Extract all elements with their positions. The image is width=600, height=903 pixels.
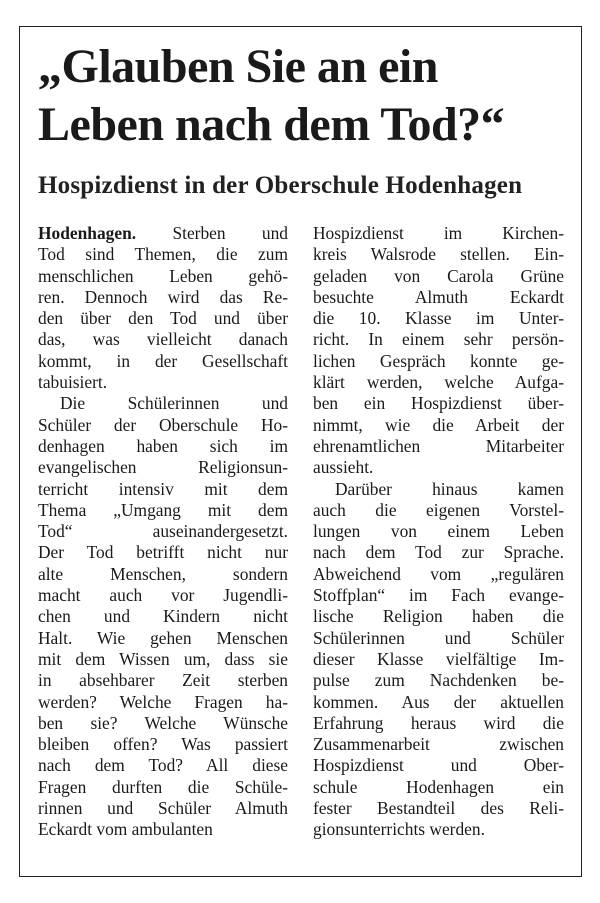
article-text-line: [38, 819, 288, 840]
article-text-line: [313, 415, 564, 436]
article-text-segment: Tod“ auseinandergesetzt.: [38, 521, 288, 542]
article-text-line: [313, 500, 564, 521]
article-text-segment: alte Menschen, sondern: [38, 563, 288, 584]
article-text-segment: Hospizdienst und Ober-: [313, 755, 564, 776]
article-text-segment: Fragen durften die Schüle-: [38, 776, 288, 797]
article-text-line: [38, 372, 288, 393]
article-text-line: [38, 606, 288, 627]
article-text-line: [313, 670, 564, 691]
article-text-line: [313, 287, 564, 308]
article-text-segment: die 10. Klasse im Unter-: [313, 308, 564, 329]
article-text-segment: Hospizdienst im Kirchen-: [313, 223, 564, 243]
article-text-line: [313, 628, 564, 649]
article-text-line: [313, 692, 564, 713]
article-text-line: [313, 777, 564, 798]
article-text-line: [313, 329, 564, 350]
article-text-line: [38, 500, 288, 521]
article-text-segment: rinnen und Schüler Almuth: [38, 798, 288, 819]
article-text-line: [38, 798, 288, 819]
subheadline: Hospizdienst in der Oberschule Hodenhagen: [38, 172, 523, 199]
article-text-segment: den über den Tod und über: [38, 308, 288, 329]
article-text-line: [38, 223, 288, 244]
headline-line-2: Leben nach dem Tod?“: [38, 98, 505, 151]
article-text-line: [38, 564, 288, 585]
article-text-line: [313, 372, 564, 393]
article-text-segment: geladen von Carola Grüne: [313, 265, 564, 286]
article-text-line: [313, 585, 564, 606]
article-text-line: [313, 606, 564, 627]
article-text-segment: chen und Kindern nicht: [38, 606, 288, 627]
article-text-line: [313, 436, 564, 457]
article-text-segment: Schüler der Oberschule Ho-: [38, 414, 288, 435]
article-text-line: [38, 777, 288, 798]
article-text-segment: Thema „Umgang mit dem: [38, 499, 288, 520]
article-text-line: [38, 479, 288, 500]
article-text-line: [313, 266, 564, 287]
article-text-segment: Tod sind Themen, die zum: [38, 244, 288, 265]
article-text-segment: Stoffplan“ im Fach evange-: [313, 585, 564, 606]
article-text-line: [313, 351, 564, 372]
article-text-line: [38, 734, 288, 755]
article-text-segment: Eckardt vom ambulanten: [38, 819, 213, 840]
article-text-segment: Schülerinnen und Schüler: [313, 627, 564, 648]
article-text-segment: ben sie? Welche Wünsche: [38, 712, 288, 733]
article-text-line: [38, 670, 288, 691]
article-text-segment: Erfahrung heraus wird die: [313, 712, 564, 733]
article-text-segment: ren. Dennoch wird das Re-: [38, 286, 288, 307]
article-text-segment: gionsunterrichts werden.: [313, 819, 485, 840]
article-text-line: [313, 798, 564, 819]
article-text-segment: ehrenamtlichen Mitarbeiter: [313, 435, 564, 456]
article-text-line: [38, 329, 288, 350]
article-text-segment: mit dem Wissen um, dass sie: [38, 648, 288, 669]
article-text-line: [313, 542, 564, 563]
article-text-segment: lungen von einem Leben: [313, 521, 564, 542]
article-text-segment: nach dem Tod? All diese: [38, 755, 288, 776]
article-text-segment: Der Tod betrifft nicht nur: [38, 542, 288, 563]
article-text-segment: schule Hodenhagen ein: [313, 776, 564, 797]
article-text-line: [38, 308, 288, 329]
article-text-segment: fester Bestandteil des Reli-: [313, 798, 564, 819]
article-text-line: [38, 457, 288, 478]
article-text-line: [313, 393, 564, 414]
article-text-segment: Abweichend vom „regulären: [313, 563, 564, 584]
article-text-line: [38, 713, 288, 734]
article-text-line: [313, 244, 564, 265]
article-text-segment: evangelischen Religionsun-: [38, 457, 288, 478]
article-text-line: [38, 542, 288, 563]
article-text-segment: Darüber hinaus kamen: [335, 478, 564, 499]
article-text-segment: auch die eigenen Vorstel-: [313, 499, 564, 520]
article-text-segment: macht auch vor Jugendli-: [38, 585, 288, 606]
article-text-line: [313, 819, 564, 840]
article-text-line: [38, 415, 288, 436]
article-text-line: [38, 266, 288, 287]
article-text-line: [313, 521, 564, 542]
article-text-segment: das, was vielleicht danach: [38, 329, 288, 350]
article-text-line: [313, 308, 564, 329]
article-text-segment: Sterben und: [136, 223, 288, 243]
article-column-2: [313, 223, 564, 841]
article-text-line: [313, 713, 564, 734]
article-text-segment: dieser Klasse vielfältige Im-: [313, 648, 564, 669]
article-text-segment: pulse zum Nachdenken be-: [313, 670, 564, 691]
headline: [38, 38, 578, 154]
article-text-line: [313, 223, 564, 244]
article-text-segment: aussieht.: [313, 457, 374, 478]
dateline: Hodenhagen.: [38, 223, 137, 243]
article-text-segment: ben ein Hospizdienst über-: [313, 393, 564, 414]
article-column-1: [38, 223, 288, 841]
article-text-segment: Zusammenarbeit zwischen: [313, 734, 564, 755]
article-text-segment: tabuisiert.: [38, 372, 108, 393]
article-text-segment: richt. In einem sehr persön-: [313, 329, 564, 350]
article-text-line: [313, 564, 564, 585]
article-text-line: [38, 649, 288, 670]
article-text-segment: lische Religion haben die: [313, 606, 564, 627]
article-text-segment: klärt werden, welche Aufga-: [313, 372, 564, 393]
article-text-segment: besuchte Almuth Eckardt: [313, 286, 564, 307]
article-text-line: [38, 628, 288, 649]
article-text-segment: menschlichen Leben gehö-: [38, 265, 288, 286]
article-text-segment: kommen. Aus der aktuellen: [313, 691, 564, 712]
article-text-segment: Die Schülerinnen und: [60, 393, 288, 414]
article-text-segment: denhagen haben sich im: [38, 435, 288, 456]
article-text-segment: kommt, in der Gesellschaft: [38, 350, 288, 371]
article-text-segment: kreis Walsrode stellen. Ein-: [313, 244, 564, 265]
article-text-segment: werden? Welche Fragen ha-: [38, 691, 288, 712]
article-text-line: [313, 649, 564, 670]
article-text-line: [313, 457, 564, 478]
article-text-segment: bleiben offen? Was passiert: [38, 734, 288, 755]
article-text-line: [38, 585, 288, 606]
article-text-line: [38, 351, 288, 372]
article-text-segment: lichen Gespräch konnte ge-: [313, 350, 564, 371]
article-text-line: [38, 287, 288, 308]
article-text-line: [38, 393, 288, 414]
article-text-segment: in absehbarer Zeit sterben: [38, 670, 288, 691]
article-text-line: [313, 734, 564, 755]
article-text-segment: terricht intensiv mit dem: [38, 478, 288, 499]
article-text-line: [38, 521, 288, 542]
article-text-segment: nach dem Tod zur Sprache.: [313, 542, 564, 563]
article-text-line: [38, 436, 288, 457]
article-text-segment: nimmt, wie die Arbeit der: [313, 414, 564, 435]
article-text-line: [38, 244, 288, 265]
article-text-line: [313, 479, 564, 500]
article-text-line: [38, 755, 288, 776]
article-text-line: [38, 692, 288, 713]
article-text-line: [313, 755, 564, 776]
headline-line-1: „Glauben Sie an ein: [38, 40, 438, 93]
article-text-segment: Halt. Wie gehen Menschen: [38, 627, 288, 648]
